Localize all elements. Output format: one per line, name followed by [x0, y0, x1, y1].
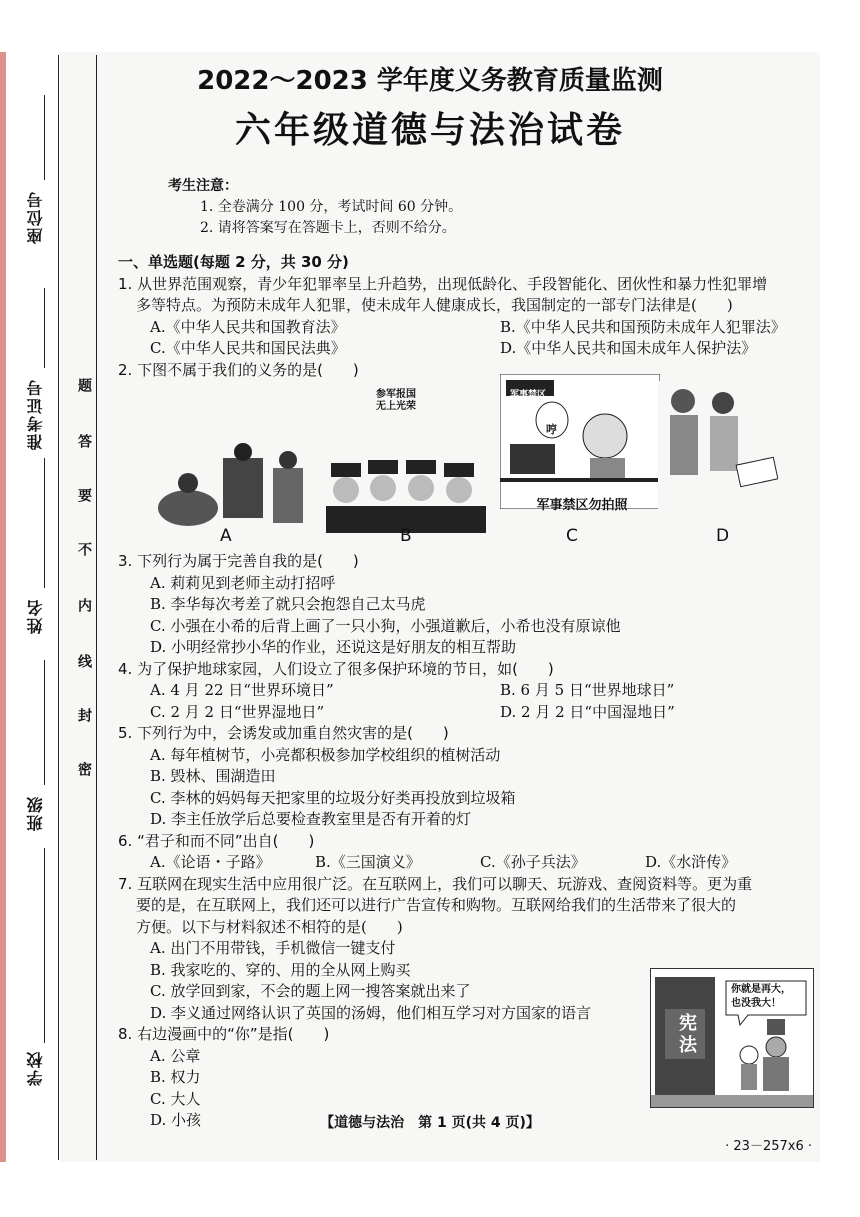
- option-d: D.《中华人民共和国未成年人保护法》: [500, 339, 757, 357]
- question-3-stem: 3. 下列行为属于完善自我的是( ): [118, 552, 359, 570]
- page-edge: [0, 52, 6, 1162]
- option-b: B.《中华人民共和国预防未成年人犯罪法》: [500, 317, 786, 336]
- exam-notice: [168, 176, 462, 239]
- option-a: A. 公章: [150, 1046, 201, 1065]
- figure-b-caption: [376, 389, 416, 413]
- figure-d-illustration: [658, 381, 778, 511]
- option-c: C. 小强在小希的后背上画了一只小狗，小强道歉后，小希也没有原谅他: [150, 616, 621, 635]
- question-4-options-row2: [118, 702, 818, 724]
- figure-c-speech: 哼: [546, 423, 557, 436]
- exam-number-label: 准考证号: [26, 378, 45, 450]
- option-a: A.《论语・子路》: [150, 853, 271, 871]
- seal-char: 内: [76, 598, 92, 612]
- question-7-stem-cont: 要的是，在互联网上，我们还可以进行广告宣传和购物。互联网给我们的生活带来了很大的: [136, 896, 737, 914]
- option-a: A. 每年植树节，小亮都积极参加学校组织的植树活动: [150, 745, 501, 764]
- name-blank: [44, 458, 45, 588]
- question-8-stem: 8. 右边漫画中的“你”是指( ): [118, 1025, 330, 1043]
- question-1-stem-cont: 多等特点。为预防未成年人犯罪，使未成年人健康成长，我国制定的一部专门法律是( ): [136, 296, 733, 314]
- question-7-stem: 7. 互联网在现实生活中应用很广泛。在互联网上，我们可以聊天、玩游戏、查阅资料等。更为重: [118, 874, 753, 893]
- binding-line-inner: [96, 55, 97, 1160]
- option-b: B. 毁林、围湖造田: [150, 767, 276, 785]
- option-c: C. 放学回到家，不会的题上网一搜答案就出来了: [150, 982, 471, 1000]
- notice-item: 2. 请将答案写在答题卡上，否则不给分。: [200, 220, 456, 236]
- option-c: C. 大人: [150, 1089, 201, 1108]
- figure-a-label: A: [220, 526, 232, 546]
- question-6-stem: 6. “君子和而不同”出自( ): [118, 831, 315, 850]
- exam-header-year: 2022～2023 学年度义务教育质量监测: [197, 66, 663, 96]
- notice-title: 考生注意：: [168, 178, 238, 194]
- option-c: C. 李林的妈妈每天把家里的垃圾分好类再投放到垃圾箱: [150, 788, 516, 807]
- option-c: C.《中华人民共和国民法典》: [150, 339, 346, 357]
- option-a: A.《中华人民共和国教育法》: [150, 317, 346, 336]
- school-label: 学校: [26, 1050, 45, 1086]
- figure-b-caption-line: 参军报国: [376, 389, 416, 400]
- option-b: B. 李华每次考差了就只会抱怨自己太马虎: [150, 595, 426, 613]
- page-footer: 【道德与法治 第 1 页(共 4 页)】: [320, 1115, 540, 1131]
- option-b: B. 6 月 5 日“世界地球日”: [500, 681, 675, 699]
- binding-line-outer: [58, 55, 59, 1160]
- name-label: 姓名: [26, 598, 45, 634]
- notice-item: 1. 全卷满分 100 分，考试时间 60 分钟。: [200, 199, 463, 215]
- seat-number-label: 座位号: [26, 190, 45, 244]
- comic-bubble-line: 你就是再大，: [731, 984, 791, 995]
- exam-code: · 23－257x6 ·: [725, 1139, 812, 1154]
- comic-speech-bubble: [731, 983, 809, 1011]
- seal-char: 密: [76, 762, 92, 776]
- question-8-comic: [650, 968, 814, 1108]
- seal-char: 封: [76, 708, 92, 722]
- question-1-stem: 1. 从世界范围观察，青少年犯罪率呈上升趋势，出现低龄化、手段智能化、团伙性和暴力性犯罪增: [118, 274, 768, 293]
- exam-number-blank: [44, 288, 45, 368]
- figure-a-illustration: [148, 438, 318, 533]
- seal-char: 要: [76, 488, 92, 502]
- question-4-stem: 4. 为了保护地球家园，人们设立了很多保护环境的节日，如( ): [118, 659, 554, 678]
- option-b: B. 我家吃的、穿的、用的全从网上购买: [150, 960, 411, 979]
- figure-c-sign: 军事禁区: [510, 390, 547, 400]
- option-d: D. 小孩: [150, 1111, 202, 1129]
- seal-char: 答: [76, 434, 92, 448]
- comic-block-text: 宪法: [679, 1013, 697, 1056]
- question-1-options-row1: [118, 317, 818, 339]
- option-b: B. 权力: [150, 1068, 201, 1086]
- question-4-options-row1: [118, 680, 818, 702]
- option-b: B.《三国演义》: [315, 853, 421, 871]
- option-d: D. 2 月 2 日“中国湿地日”: [500, 702, 675, 721]
- option-c: C.《孙子兵法》: [480, 853, 586, 871]
- option-c: C. 2 月 2 日“世界湿地日”: [150, 702, 325, 721]
- figure-b-label: B: [400, 526, 412, 546]
- comic-bubble-line: 也没我大！: [731, 998, 781, 1009]
- seal-char: 线: [76, 654, 92, 668]
- figure-b-illustration: [326, 438, 486, 533]
- question-5-stem: 5. 下列行为中，会诱发或加重自然灾害的是( ): [118, 724, 449, 742]
- class-blank: [44, 660, 45, 785]
- question-1-options-row2: [118, 338, 818, 360]
- option-a: A. 莉莉见到老师主动打招呼: [150, 573, 336, 592]
- option-d: D. 李主任放学后总要检查教室里是否有开着的灯: [150, 810, 472, 828]
- option-a: A. 出门不用带钱，手机微信一键支付: [150, 939, 396, 957]
- figure-d-label: D: [716, 526, 730, 546]
- question-2-figures: [118, 381, 818, 551]
- option-d: D. 小明经常抄小华的作业，还说这是好朋友的相互帮助: [150, 638, 517, 656]
- question-7-stem-cont: 方便。以下与材料叙述不相符的是( ): [136, 917, 403, 936]
- seal-char: 不: [76, 542, 92, 556]
- figure-c-label: C: [566, 526, 578, 546]
- exam-title: 六年级道德与法治试卷: [234, 110, 625, 151]
- seal-char: 题: [76, 378, 92, 392]
- figure-c-caption: 军事禁区勿拍照: [536, 498, 628, 513]
- question-6-options: [118, 852, 818, 874]
- question-2-stem: 2. 下图不属于我们的义务的是( ): [118, 360, 359, 379]
- class-label: 班级: [26, 795, 45, 831]
- school-blank: [44, 848, 45, 1043]
- section-title: 一、单选题(每题 2 分，共 30 分): [118, 253, 349, 271]
- option-d: D.《水浒传》: [645, 853, 737, 871]
- option-a: A. 4 月 22 日“世界环境日”: [150, 681, 334, 699]
- figure-b-caption-line: 无上光荣: [376, 401, 416, 412]
- option-d: D. 李义通过网络认识了英国的汤姆，他们相互学习对方国家的语言: [150, 1003, 592, 1022]
